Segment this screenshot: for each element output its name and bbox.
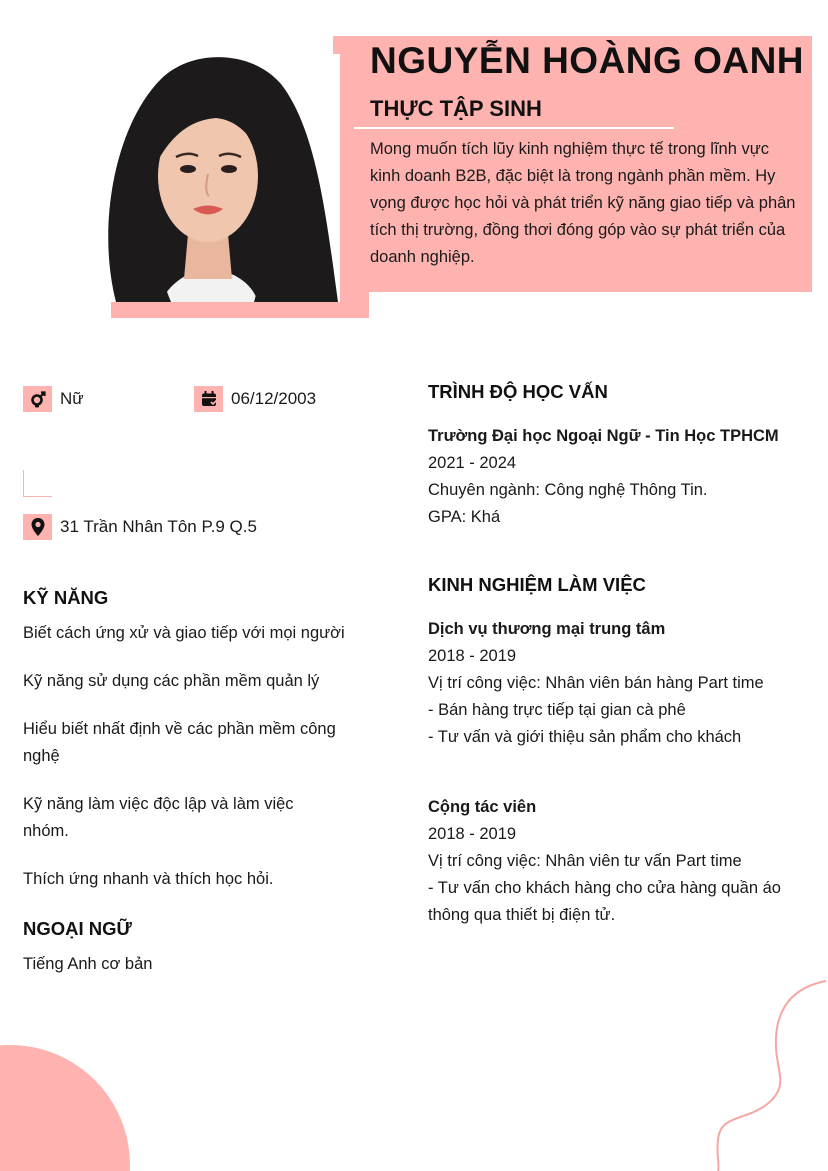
career-objective: Mong muốn tích lũy kinh nghiệm thực tế trong lĩnh vực kinh doanh B2B, đặc biệt là trong ngành phần mềm. Hy vọng được học hỏi và phát triển kỹ năng giao tiếp và phân tích thị trường, đồng thơi đóng góp vào sự phát triển của doanh nghiệp.: [370, 140, 796, 266]
decorative-circle: [0, 1045, 130, 1171]
education-heading: TRÌNH ĐỘ HỌC VẤN: [428, 381, 608, 402]
skill-item: Biết cách ứng xử và giao tiếp với mọi người: [23, 624, 345, 642]
skill-item: Hiểu biết nhất định về các phần mềm công nghệ: [23, 720, 336, 765]
job-detail: - Bán hàng trực tiếp tại gian cà phê: [428, 701, 686, 719]
gender-icon: [23, 386, 52, 412]
language-item: Tiếng Anh cơ bản: [23, 955, 153, 973]
skill-item: Kỹ năng sử dụng các phần mềm quản lý: [23, 672, 320, 690]
languages-heading: NGOẠI NGỮ: [23, 918, 132, 939]
address-value: 31 Trần Nhân Tôn P.9 Q.5: [60, 517, 257, 536]
experience-heading: KINH NGHIỆM LÀM VIỆC: [428, 574, 646, 595]
location-pin-icon: [23, 514, 52, 540]
birthdate-value: 06/12/2003: [231, 389, 317, 408]
candidate-name: NGUYỄN HOÀNG OANH: [370, 40, 805, 81]
job-period: 2018 - 2019: [428, 647, 517, 665]
job-period: 2018 - 2019: [428, 825, 517, 843]
job-detail: thông qua thiết bị điện tử.: [428, 906, 616, 924]
skill-item: Kỹ năng làm việc độc lập và làm việc nhóm.: [23, 795, 294, 840]
education-gpa: GPA: Khá: [428, 508, 501, 526]
skill-item: Thích ứng nhanh và thích học hỏi.: [23, 870, 274, 888]
education-major: Chuyên ngành: Công nghệ Thông Tin.: [428, 481, 708, 499]
job-position: Vị trí công việc: Nhân viên bán hàng Part time: [428, 674, 764, 692]
job-company: Cộng tác viên: [428, 798, 537, 816]
job-detail: - Tư vấn cho khách hàng cho cửa hàng quần áo: [428, 879, 781, 897]
school-name: Trường Đại học Ngoại Ngữ - Tin Học TPHCM: [428, 427, 779, 445]
decorative-curve: [700, 975, 828, 1171]
education-period: 2021 - 2024: [428, 454, 517, 472]
job-position: Vị trí công việc: Nhân viên tư vấn Part time: [428, 852, 742, 870]
gender-value: Nữ: [60, 389, 84, 408]
job-detail: - Tư vấn và giới thiệu sản phẩm cho khách: [428, 728, 742, 746]
profile-photo: [76, 54, 340, 302]
job-company: Dịch vụ thương mại trung tâm: [428, 620, 666, 638]
decorative-corner: [23, 470, 52, 497]
job-title: THỰC TẬP SINH: [370, 96, 542, 121]
calendar-icon: [194, 386, 223, 412]
skills-heading: KỸ NĂNG: [23, 587, 109, 608]
title-divider: [354, 127, 674, 129]
